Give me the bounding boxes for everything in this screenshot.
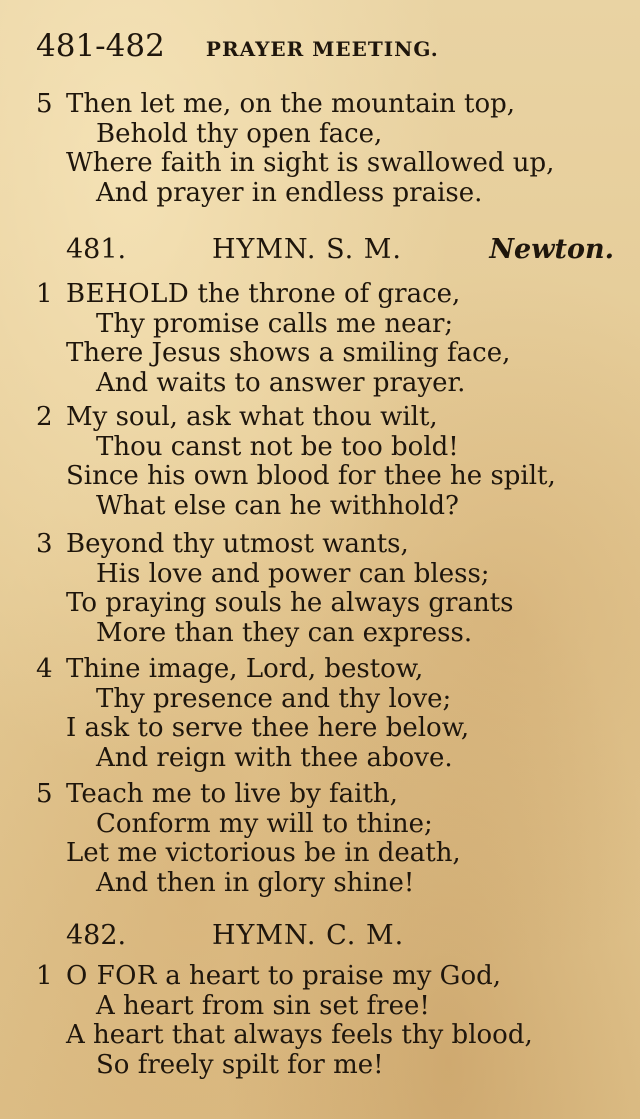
- verse-line: I ask to serve thee here below,: [66, 713, 470, 743]
- verse-line: A heart that always feels thy blood,: [66, 1020, 533, 1050]
- stanza-number: 4: [36, 654, 53, 684]
- hymn-481-stanza-5: [36, 780, 616, 898]
- verse-line: the throne of grace,: [189, 279, 461, 309]
- hymn-number: 481.: [66, 234, 127, 265]
- verse-line: There Jesus shows a smiling face,: [66, 338, 511, 368]
- stanza-number: 3: [36, 529, 53, 559]
- verse-line: Let me victorious be in death,: [66, 838, 461, 868]
- hymn-481-stanza-1: [36, 280, 616, 398]
- verse-line: Conform my will to thine;: [96, 808, 433, 839]
- hymn-title: HYMN. C. M.: [212, 920, 405, 951]
- verse-line: Thou canst not be too bold!: [96, 431, 459, 462]
- running-title: PRAYER MEETING.: [205, 37, 439, 61]
- verse-line: And prayer in endless praise.: [96, 177, 483, 208]
- hymn-481-stanza-4: [36, 655, 616, 773]
- verse-line: More than they can express.: [96, 617, 473, 648]
- verse-line: Thine image, Lord, bestow,: [66, 654, 424, 684]
- hymn-481-stanza-3: [36, 530, 616, 648]
- stanza-lead-word: BEHOLD: [66, 279, 190, 309]
- verse-line: Teach me to live by faith,: [66, 779, 398, 809]
- verse-line: Where faith in sight is swallowed up,: [66, 148, 555, 178]
- hymn-author: Newton.: [489, 234, 614, 265]
- stanza-number: 5: [36, 779, 53, 809]
- verse-line: Behold thy open face,: [96, 118, 383, 149]
- continuation-stanza: [36, 90, 616, 208]
- verse-line: And reign with thee above.: [96, 742, 453, 773]
- verse-line: Thy promise calls me near;: [96, 308, 454, 339]
- verse-line: And waits to answer prayer.: [96, 367, 466, 398]
- hymn-481-stanza-2: [36, 403, 616, 521]
- verse-line: Since his own blood for thee he spilt,: [66, 461, 556, 491]
- stanza-number: 1: [36, 961, 53, 991]
- verse-line: Beyond thy utmost wants,: [66, 529, 409, 559]
- verse-line: Thy presence and thy love;: [96, 683, 452, 714]
- verse-line: What else can he withhold?: [96, 490, 459, 521]
- verse-line: My soul, ask what thou wilt,: [66, 402, 438, 432]
- verse-line: So freely spilt for me!: [96, 1049, 384, 1080]
- hymn-title: HYMN. S. M.: [212, 234, 403, 265]
- hymn-number: 482.: [66, 920, 127, 951]
- stanza-number: 5: [36, 89, 53, 119]
- running-header: [36, 28, 439, 64]
- hymn-482-stanza-1: [36, 962, 616, 1080]
- page-numbers: 481-482: [36, 28, 165, 64]
- verse-line: a heart to praise my God,: [157, 961, 502, 991]
- stanza-number: 1: [36, 279, 53, 309]
- stanza-lead-word: O FOR: [66, 961, 158, 991]
- verse-line: A heart from sin set free!: [96, 990, 430, 1021]
- verse-line: His love and power can bless;: [96, 558, 490, 589]
- verse-line: Then let me, on the mountain top,: [66, 89, 516, 119]
- verse-line: To praying souls he always grants: [66, 588, 514, 618]
- verse-line: And then in glory shine!: [96, 867, 415, 898]
- stanza-number: 2: [36, 402, 53, 432]
